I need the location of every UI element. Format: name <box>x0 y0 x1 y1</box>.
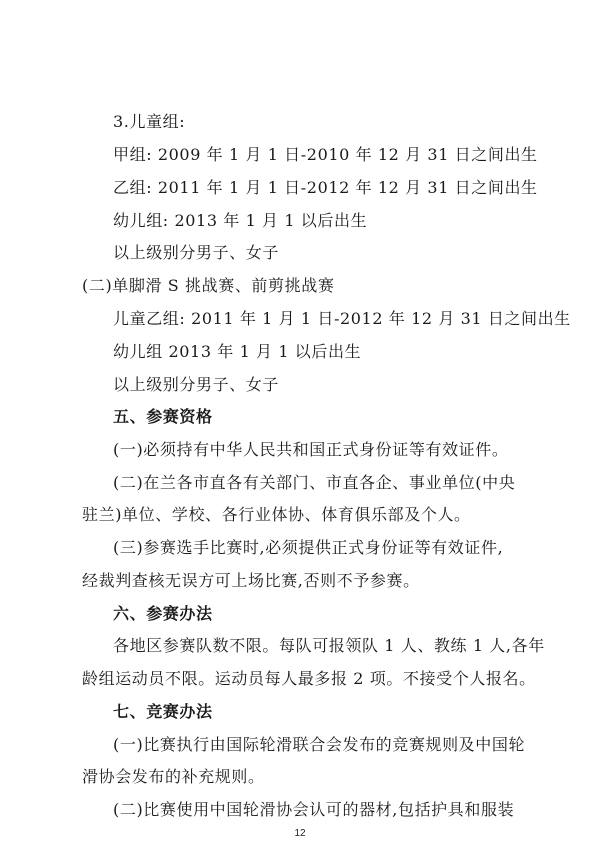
text-line: 经裁判查核无误方可上场比赛,否则不予参赛。 <box>82 571 420 590</box>
section-heading-7: 七、竞赛办法 <box>113 702 213 721</box>
text-line: (一)比赛执行由国际轮滑联合会发布的竞赛规则及中国轮 <box>113 735 526 754</box>
text-line: (二)在兰各市直各有关部门、市直各企、事业单位(中央 <box>113 473 516 492</box>
text-line: (一)必须持有中华人民共和国正式身份证等有效证件。 <box>113 440 509 459</box>
page-number: 12 <box>294 828 306 839</box>
text-line: 幼儿组 2013 年 1 月 1 以后出生 <box>113 342 362 361</box>
text-line: 以上级别分男子、女子 <box>113 375 280 394</box>
text-line: 各地区参赛队数不限。每队可报领队 1 人、教练 1 人,各年 <box>113 636 545 655</box>
text-line: 乙组: 2011 年 1 月 1 日-2012 年 12 月 31 日之间出生 <box>113 178 538 197</box>
text-line: 儿童乙组: 2011 年 1 月 1 日-2012 年 12 月 31 日之间出生 <box>113 309 571 328</box>
text-line: 甲组: 2009 年 1 月 1 日-2010 年 12 月 31 日之间出生 <box>113 145 538 164</box>
subsection-heading: (二)单脚滑 S 挑战赛、前剪挑战赛 <box>82 276 335 295</box>
section-heading-6: 六、参赛办法 <box>113 604 213 623</box>
text-line: 驻兰)单位、学校、各行业体协、体育俱乐部及个人。 <box>82 505 471 524</box>
text-line: (三)参赛选手比赛时,必须提供正式身份证等有效证件, <box>113 538 504 557</box>
section-heading-5: 五、参赛资格 <box>113 407 213 426</box>
text-line: 滑协会发布的补充规则。 <box>82 767 265 786</box>
text-line: 3.儿童组: <box>113 112 186 131</box>
text-line: 幼儿组: 2013 年 1 月 1 以后出生 <box>113 211 368 230</box>
text-line: (二)比赛使用中国轮滑协会认可的器材,包括护具和服装 <box>113 800 515 819</box>
text-line: 以上级别分男子、女子 <box>113 243 280 262</box>
text-line: 龄组运动员不限。运动员每人最多报 2 项。不接受个人报名。 <box>82 669 536 688</box>
